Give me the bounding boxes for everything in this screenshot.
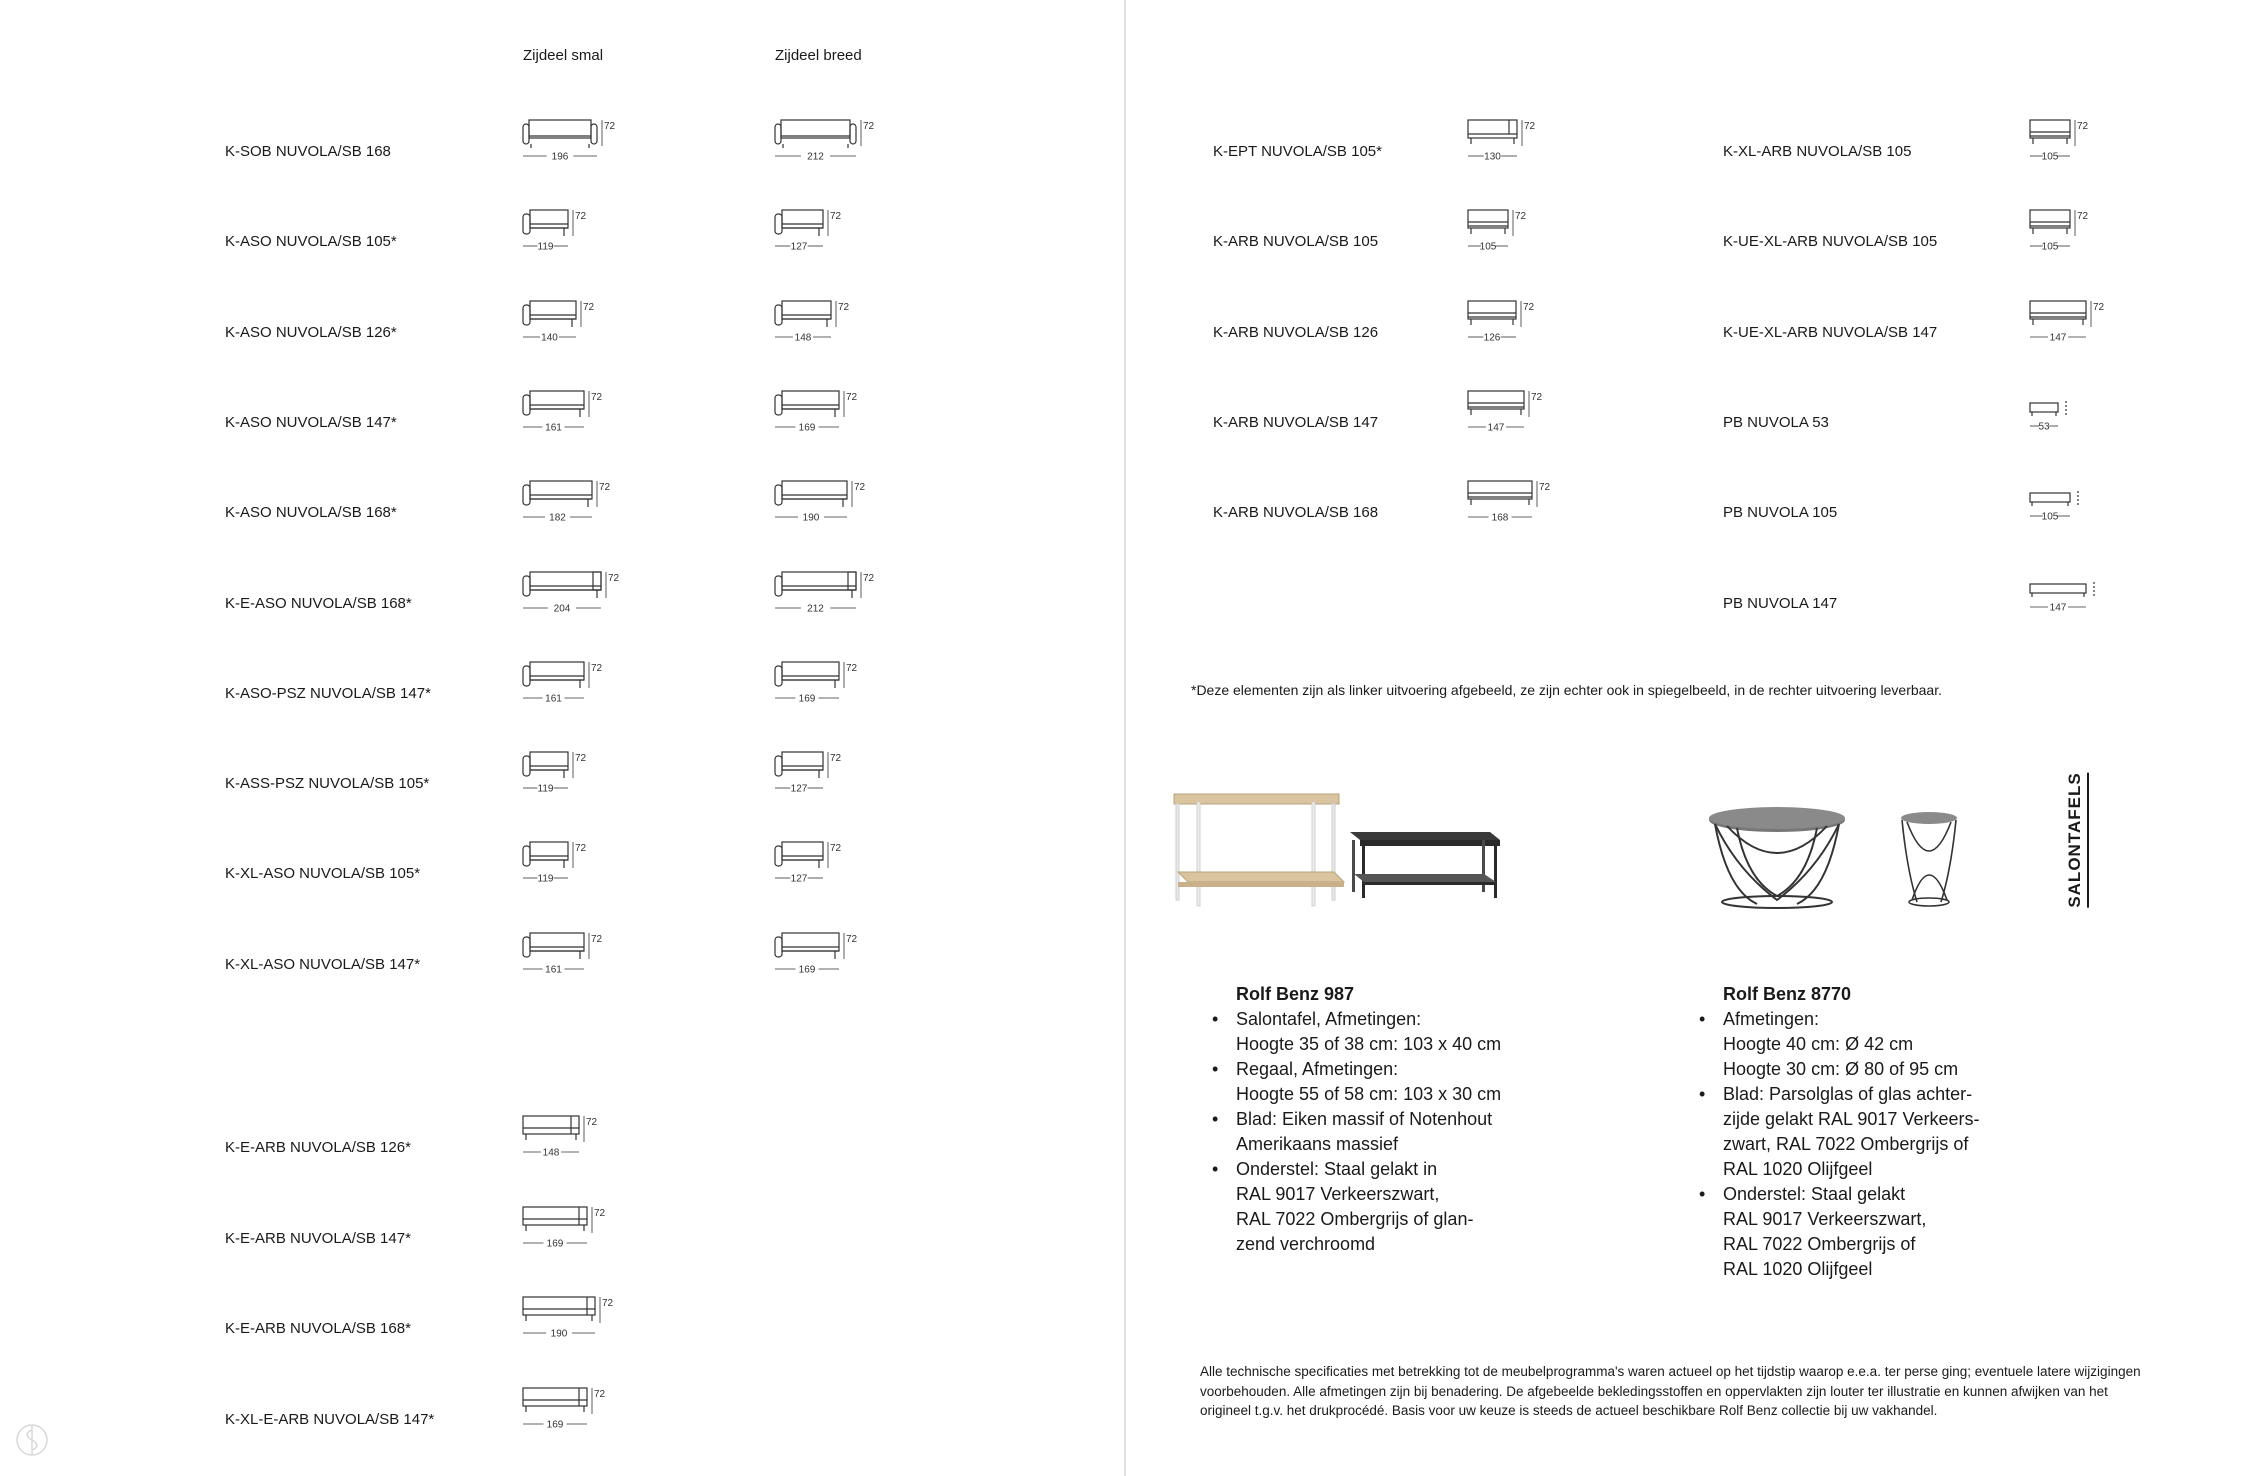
product-rolf-benz-8770	[1699, 982, 1980, 1282]
sofa-diagram-breed	[775, 112, 878, 164]
height-dimension-label: 72	[838, 301, 850, 313]
diagram-zijdeel-breed	[775, 744, 845, 796]
height-dimension-label: 72	[575, 211, 587, 223]
spec-line: Blad: Parsolglas of glas achter-	[1723, 1084, 1973, 1104]
spec-list	[1699, 1007, 1980, 1282]
height-dimension-label: 72	[863, 121, 875, 132]
diagram-zijdeel-smal	[523, 744, 590, 796]
sofa-diagram	[523, 1199, 609, 1251]
height-dimension-label: 72	[830, 843, 842, 855]
diagram-element	[1468, 293, 1538, 345]
height-dimension-label: 72	[591, 391, 603, 403]
bullet-icon: •	[1212, 1109, 1219, 1129]
spec-line: Onderstel: Staal gelakt in	[1236, 1159, 1438, 1179]
element-row-label: K-ARB NUVOLA/SB 105	[1213, 233, 1379, 251]
width-dimension-label: 105	[2041, 241, 2059, 253]
spec-list	[1212, 1007, 1502, 1257]
sofa-diagram-smal	[523, 834, 590, 886]
diagram-element	[2030, 112, 2092, 164]
width-dimension-label: 147	[1487, 422, 1505, 434]
sofa-diagram-smal	[523, 744, 590, 796]
width-dimension-label: 127	[790, 873, 808, 885]
sofa-diagram	[1468, 473, 1554, 525]
spec-line: RAL 9017 Verkeerszwart,	[1723, 1209, 1927, 1229]
height-dimension-label: 72	[846, 391, 858, 403]
sofa-diagram-breed	[775, 202, 845, 254]
height-dimension-label: 72	[1515, 211, 1527, 223]
sofa-diagram	[2030, 202, 2092, 254]
width-dimension-label: 182	[549, 512, 566, 524]
sofa-diagram-smal	[523, 473, 614, 525]
width-dimension-label: 148	[542, 1147, 560, 1159]
spec-line: Amerikaans massief	[1236, 1134, 1399, 1154]
height-dimension-label: 72	[846, 662, 858, 674]
sofa-diagram	[1468, 112, 1539, 164]
sofa-diagram-breed	[775, 744, 845, 796]
spec-line: Hoogte 30 cm: Ø 80 of 95 cm	[1723, 1059, 1959, 1079]
sofa-diagram-breed	[775, 834, 845, 886]
diagram-element	[1468, 112, 1539, 164]
spec-line: Hoogte 40 cm: Ø 42 cm	[1723, 1034, 1914, 1054]
sofa-diagram	[2030, 112, 2092, 164]
height-dimension-label: 72	[594, 1388, 606, 1400]
width-dimension-label: 169	[798, 964, 816, 976]
spec-item	[1212, 1157, 1501, 1257]
spec-line: Afmetingen:	[1723, 1009, 1820, 1029]
width-dimension-label: 127	[790, 241, 808, 253]
height-dimension-label: 72	[591, 933, 603, 945]
diagram-zijdeel-smal	[523, 834, 590, 886]
height-dimension-label: 72	[602, 1298, 614, 1309]
diagram-element	[523, 1289, 617, 1341]
diagram-zijdeel-breed	[775, 202, 845, 254]
diagram-zijdeel-breed	[775, 925, 861, 977]
width-dimension-label: 53	[2038, 421, 2050, 433]
sofa-diagram-breed	[775, 564, 878, 616]
bullet-icon: •	[1699, 1184, 1706, 1204]
width-dimension-label: 127	[790, 783, 808, 795]
sofa-diagram-breed	[775, 473, 869, 525]
sofa-diagram	[523, 1108, 601, 1160]
column-header-zijdeel-smal: Zijdeel smal	[523, 47, 604, 64]
spec-line: zend verchroomd	[1236, 1234, 1376, 1254]
sofa-diagram	[2030, 473, 2092, 525]
brand-logo-mark	[14, 1420, 50, 1460]
height-dimension-label: 72	[575, 843, 587, 855]
sofa-diagram	[1468, 383, 1546, 435]
element-row-label: K-UE-XL-ARB NUVOLA/SB 105	[1723, 233, 1938, 251]
sofa-diagram-smal	[523, 202, 590, 254]
element-row-label: K-ASO NUVOLA/SB 126*	[225, 323, 397, 341]
width-dimension-label: 168	[1491, 512, 1509, 524]
diagram-zijdeel-smal	[523, 202, 590, 254]
width-dimension-label: 119	[537, 783, 554, 795]
width-dimension-label: 161	[545, 422, 562, 434]
spec-item	[1212, 1057, 1502, 1107]
sofa-diagram-smal	[523, 925, 606, 977]
diagram-zijdeel-breed	[775, 834, 845, 886]
diagram-zijdeel-smal	[523, 293, 598, 345]
width-dimension-label: 204	[553, 603, 571, 614]
section-label-salontafels: SALONTAFELS	[2064, 770, 2090, 910]
page-divider	[1124, 0, 1126, 1476]
sofa-diagram-breed	[775, 654, 861, 706]
width-dimension-label: 212	[807, 151, 824, 163]
element-row-label: K-E-ARB NUVOLA/SB 126*	[225, 1139, 411, 1156]
bullet-icon: •	[1212, 1159, 1219, 1179]
height-dimension-label: 72	[1531, 391, 1543, 403]
element-row-label: K-XL-ASO NUVOLA/SB 147*	[225, 955, 421, 973]
legal-disclaimer: Alle technische specificaties met betrekking tot de meubelprogramma's waren actueel op het tijdstip waarop e.e.a. ter perse ging; eventuele latere wijzigingen voorbehouden. Alle afmetingen zijn bij benadering. De afgebeelde bekledingsstoffen en oppervlakten zijn louter ter illustratie en kunnen afwijken van het origineel t.g.v. het drukprocédé. Basis voor uw keuze is steeds de actueel beschikbare Rolf Benz collectie bij uw vakhandel.	[1200, 1364, 2141, 1418]
sofa-diagram-smal	[523, 564, 623, 616]
element-row-label: K-ASS-PSZ NUVOLA/SB 105*	[225, 775, 430, 793]
mirror-footnote: *Deze elementen zijn als linker uitvoering afgebeeld, ze zijn echter ook in spiegelbeeld, in de rechter uitvoering leverbaar.	[1191, 682, 1942, 698]
element-row-label: K-ASO NUVOLA/SB 147*	[225, 413, 397, 431]
spec-line: RAL 1020 Olijfgeel	[1723, 1159, 1873, 1179]
sofa-diagram-smal	[523, 293, 598, 345]
width-dimension-label: 161	[545, 693, 562, 705]
width-dimension-label: 119	[537, 873, 554, 885]
width-dimension-label: 119	[537, 241, 554, 253]
width-dimension-label: 148	[794, 332, 812, 344]
height-dimension-label: 72	[594, 1207, 606, 1219]
height-dimension-label: 72	[1524, 121, 1536, 132]
spec-line: zwart, RAL 7022 Ombergrijs of	[1723, 1134, 1969, 1154]
bullet-icon: •	[1699, 1084, 1706, 1104]
height-dimension-label: 72	[599, 482, 611, 494]
diagram-zijdeel-breed	[775, 473, 869, 525]
spec-line: Salontafel, Afmetingen:	[1236, 1009, 1422, 1029]
rolf-benz-987-photo	[1172, 780, 1512, 920]
diagram-element	[1468, 383, 1546, 435]
sofa-diagram-breed	[775, 925, 861, 977]
height-dimension-label: 72	[608, 572, 620, 584]
width-dimension-label: 169	[546, 1238, 564, 1249]
width-dimension-label: 147	[2049, 602, 2067, 613]
spec-line: Onderstel: Staal gelakt	[1723, 1184, 1906, 1204]
spec-line: RAL 7022 Ombergrijs of	[1723, 1234, 1916, 1254]
spec-line: RAL 1020 Olijfgeel	[1723, 1259, 1873, 1279]
width-dimension-label: 190	[550, 1328, 568, 1340]
diagram-element	[1468, 473, 1554, 525]
spec-item	[1212, 1007, 1502, 1057]
height-dimension-label: 72	[575, 753, 587, 765]
element-row-label: K-SOB NUVOLA/SB 168	[225, 143, 391, 160]
element-row-label: K-ASO NUVOLA/SB 105*	[225, 233, 397, 251]
width-dimension-label: 147	[2049, 332, 2067, 344]
diagram-zijdeel-smal	[523, 925, 606, 977]
product-title: Rolf Benz 987	[1236, 984, 1355, 1004]
width-dimension-label: 190	[802, 512, 820, 524]
element-row-label: K-XL-ASO NUVOLA/SB 105*	[225, 865, 421, 883]
spec-line: Hoogte 35 of 38 cm: 103 x 40 cm	[1236, 1034, 1502, 1054]
sofa-diagram-breed	[775, 293, 853, 345]
spec-item	[1699, 1007, 1979, 1082]
spec-item	[1699, 1182, 1979, 1282]
height-dimension-label: 72	[846, 933, 858, 945]
diagram-element	[523, 1108, 601, 1160]
height-dimension-label: 72	[2093, 301, 2105, 313]
diagram-element	[2030, 383, 2080, 435]
diagram-element	[2030, 202, 2092, 254]
sofa-diagram	[2030, 564, 2108, 616]
diagram-element	[2030, 293, 2108, 345]
diagram-element	[523, 1380, 609, 1432]
element-row-label: K-ASO NUVOLA/SB 168*	[225, 504, 397, 522]
width-dimension-label: 169	[798, 422, 816, 434]
height-dimension-label: 72	[1539, 482, 1551, 494]
element-row-label: K-XL-E-ARB NUVOLA/SB 147*	[225, 1410, 435, 1428]
bullet-icon: •	[1699, 1009, 1706, 1029]
width-dimension-label: 169	[546, 1419, 564, 1430]
height-dimension-label: 72	[854, 482, 866, 494]
height-dimension-label: 72	[830, 753, 842, 765]
width-dimension-label: 169	[798, 693, 816, 705]
diagram-zijdeel-breed	[775, 654, 861, 706]
width-dimension-label: 161	[545, 964, 562, 976]
element-row-label: K-UE-XL-ARB NUVOLA/SB 147	[1723, 323, 1938, 341]
height-dimension-label: 72	[1523, 301, 1535, 313]
right-page	[1127, 0, 2244, 1476]
diagram-zijdeel-smal	[523, 473, 614, 525]
sofa-diagram	[2030, 383, 2080, 435]
height-dimension-label: 72	[583, 301, 595, 313]
diagram-zijdeel-smal	[523, 654, 606, 706]
diagram-element	[2030, 473, 2092, 525]
diagram-zijdeel-breed	[775, 112, 878, 164]
diagram-element	[523, 1199, 609, 1251]
height-dimension-label: 72	[604, 121, 616, 132]
element-row-label: K-E-ARB NUVOLA/SB 168*	[225, 1320, 411, 1337]
width-dimension-label: 126	[1483, 332, 1501, 344]
diagram-zijdeel-breed	[775, 564, 878, 616]
diagram-zijdeel-breed	[775, 383, 861, 435]
element-row-label: PB NUVOLA 53	[1723, 413, 1829, 431]
rolf-benz-8770-photo	[1707, 800, 2007, 920]
sofa-diagram-smal	[523, 383, 606, 435]
column-header-zijdeel-breed: Zijdeel breed	[775, 47, 862, 64]
spec-line: RAL 7022 Ombergrijs of glan-	[1236, 1209, 1474, 1229]
element-row-label: K-E-ARB NUVOLA/SB 147*	[225, 1229, 411, 1247]
height-dimension-label: 72	[591, 662, 603, 674]
element-row-label: K-ARB NUVOLA/SB 168	[1213, 504, 1379, 522]
sofa-diagram	[1468, 293, 1538, 345]
element-row-label: K-ARB NUVOLA/SB 126	[1213, 323, 1379, 341]
width-dimension-label: 196	[551, 151, 569, 163]
height-dimension-label: 72	[830, 211, 842, 223]
element-row-label: K-ASO-PSZ NUVOLA/SB 147*	[225, 684, 431, 702]
spec-line: Hoogte 55 of 58 cm: 103 x 30 cm	[1236, 1084, 1502, 1104]
diagram-element	[2030, 564, 2108, 616]
diagram-zijdeel-smal	[523, 564, 623, 616]
spec-line: zijde gelakt RAL 9017 Verkeers-	[1723, 1109, 1980, 1129]
element-row-label: PB NUVOLA 105	[1723, 504, 1838, 522]
sofa-diagram-smal	[523, 112, 619, 164]
sofa-diagram-smal	[523, 654, 606, 706]
width-dimension-label: 105	[2041, 511, 2059, 523]
height-dimension-label: 72	[2077, 211, 2089, 223]
spec-item	[1212, 1107, 1501, 1157]
width-dimension-label: 130	[1484, 151, 1501, 163]
element-row-label: K-E-ASO NUVOLA/SB 168*	[225, 594, 412, 612]
sofa-diagram	[1468, 202, 1530, 254]
sofa-diagram	[2030, 293, 2108, 345]
bullet-icon: •	[1212, 1009, 1219, 1029]
diagram-zijdeel-smal	[523, 112, 619, 164]
width-dimension-label: 140	[541, 332, 558, 344]
element-row-label: PB NUVOLA 147	[1723, 594, 1838, 612]
spec-line: Regaal, Afmetingen:	[1236, 1059, 1399, 1079]
width-dimension-label: 212	[807, 603, 824, 614]
element-row-label: K-XL-ARB NUVOLA/SB 105	[1723, 143, 1912, 160]
bullet-icon: •	[1212, 1059, 1219, 1079]
width-dimension-label: 105	[1479, 241, 1497, 253]
element-row-label: K-EPT NUVOLA/SB 105*	[1213, 143, 1382, 160]
sofa-diagram-breed	[775, 383, 861, 435]
height-dimension-label: 72	[586, 1117, 598, 1128]
product-title: Rolf Benz 8770	[1723, 984, 1852, 1004]
sofa-diagram	[523, 1289, 617, 1341]
height-dimension-label: 72	[2077, 121, 2089, 132]
height-dimension-label: 72	[863, 572, 875, 584]
product-rolf-benz-987	[1212, 982, 1502, 1257]
sofa-diagram	[523, 1380, 609, 1432]
diagram-zijdeel-breed	[775, 293, 853, 345]
spec-line: RAL 9017 Verkeerszwart,	[1236, 1184, 1440, 1204]
spec-line: Blad: Eiken massif of Notenhout	[1236, 1109, 1493, 1129]
spec-item	[1699, 1082, 1980, 1182]
diagram-element	[1468, 202, 1530, 254]
diagram-zijdeel-smal	[523, 383, 606, 435]
element-row-label: K-ARB NUVOLA/SB 147	[1213, 413, 1379, 431]
width-dimension-label: 105	[2041, 151, 2059, 163]
